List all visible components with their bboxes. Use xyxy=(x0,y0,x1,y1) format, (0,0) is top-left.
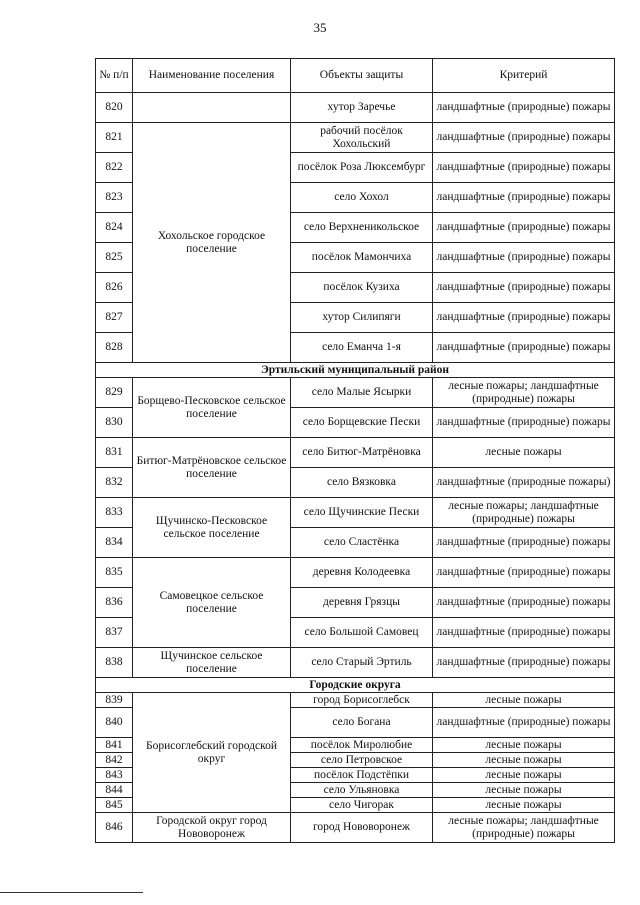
row-number: 820 xyxy=(96,93,133,123)
criterion: ландшафтные (природные) пожары xyxy=(433,408,615,438)
protected-object: село Чигорак xyxy=(291,798,433,813)
table-row xyxy=(96,693,615,708)
protected-object: село Верхненикольское xyxy=(291,213,433,243)
criterion: ландшафтные (природные) пожары xyxy=(433,618,615,648)
protected-object: посёлок Мамончиха xyxy=(291,243,433,273)
protected-object: село Петровское xyxy=(291,753,433,768)
row-number: 844 xyxy=(96,783,133,798)
protected-object: рабочий посёлок Хохольский xyxy=(291,123,433,153)
settlements-table xyxy=(95,58,615,843)
protected-object: посёлок Кузиха xyxy=(291,273,433,303)
section-title-ertil: Эртильский муниципальный район xyxy=(96,363,615,378)
criterion: ландшафтные (природные) пожары xyxy=(433,648,615,678)
row-number: 835 xyxy=(96,558,133,588)
table-row xyxy=(96,813,615,843)
criterion: ландшафтные (природные) пожары xyxy=(433,588,615,618)
protected-object: село Богана xyxy=(291,708,433,738)
criterion: ландшафтные (природные) пожары xyxy=(433,273,615,303)
protected-object: село Щучинские Пески xyxy=(291,498,433,528)
page-number: 35 xyxy=(313,20,327,35)
criterion: ландшафтные (природные) пожары xyxy=(433,153,615,183)
header-settlement: Наименование поселения xyxy=(133,59,291,93)
table-header-row xyxy=(96,59,615,93)
criterion: ландшафтные (природные пожары) xyxy=(433,468,615,498)
row-number: 843 xyxy=(96,768,133,783)
protected-object: село Сластёнка xyxy=(291,528,433,558)
row-number: 824 xyxy=(96,213,133,243)
criterion: ландшафтные (природные) пожары xyxy=(433,333,615,363)
header-num: № п/п xyxy=(96,59,133,93)
row-number: 842 xyxy=(96,753,133,768)
criterion: лесные пожары; ландшафтные (природные) пожары xyxy=(433,498,615,528)
row-number: 830 xyxy=(96,408,133,438)
criterion: ландшафтные (природные) пожары xyxy=(433,303,615,333)
section-row xyxy=(96,363,615,378)
row-number: 837 xyxy=(96,618,133,648)
protected-object: посёлок Подстёпки xyxy=(291,768,433,783)
settlement-name: Городской округ город Нововоронеж xyxy=(133,813,291,843)
row-number: 834 xyxy=(96,528,133,558)
protected-object: село Ульяновка xyxy=(291,783,433,798)
protected-object: село Вязковка xyxy=(291,468,433,498)
criterion: лесные пожары; ландшафтные (природные) пожары xyxy=(433,378,615,408)
row-number: 833 xyxy=(96,498,133,528)
protected-object: деревня Колодеевка xyxy=(291,558,433,588)
criterion: лесные пожары xyxy=(433,753,615,768)
criterion: лесные пожары xyxy=(433,738,615,753)
settlement-name: Борщево-Песковское сельское поселение xyxy=(133,378,291,438)
criterion: ландшафтные (природные) пожары xyxy=(433,558,615,588)
protected-object: посёлок Роза Люксембург xyxy=(291,153,433,183)
criterion: лесные пожары xyxy=(433,768,615,783)
settlement-name: Щучинско-Песковское сельское поселение xyxy=(133,498,291,558)
header-objects: Объекты защиты xyxy=(291,59,433,93)
settlement-name: Борисоглебский городской округ xyxy=(133,693,291,813)
settlement-name: Битюг-Матрёновское сельское поселение xyxy=(133,438,291,498)
header-criterion: Критерий xyxy=(433,59,615,93)
protected-object: город Нововоронеж xyxy=(291,813,433,843)
table-row xyxy=(96,498,615,528)
criterion: лесные пожары xyxy=(433,438,615,468)
settlement-name: Щучинское сельское поселение xyxy=(133,648,291,678)
criterion: ландшафтные (природные) пожары xyxy=(433,708,615,738)
row-number: 840 xyxy=(96,708,133,738)
protected-object: деревня Грязцы xyxy=(291,588,433,618)
row-number: 831 xyxy=(96,438,133,468)
protected-object: село Большой Самовец xyxy=(291,618,433,648)
criterion: ландшафтные (природные) пожары xyxy=(433,93,615,123)
row-number: 829 xyxy=(96,378,133,408)
settlement-name: Хохольское городское поселение xyxy=(133,123,291,363)
row-number: 823 xyxy=(96,183,133,213)
table-row xyxy=(96,123,615,153)
table-row xyxy=(96,648,615,678)
protected-object: село Хохол xyxy=(291,183,433,213)
protected-object: село Старый Эртиль xyxy=(291,648,433,678)
settlement-name: Самовецкое сельское поселение xyxy=(133,558,291,648)
row-number: 822 xyxy=(96,153,133,183)
protected-object: город Борисоглебск xyxy=(291,693,433,708)
row-number: 821 xyxy=(96,123,133,153)
criterion: ландшафтные (природные) пожары xyxy=(433,243,615,273)
protected-object: хутор Силипяги xyxy=(291,303,433,333)
protected-object: село Малые Ясырки xyxy=(291,378,433,408)
criterion: лесные пожары xyxy=(433,798,615,813)
section-row xyxy=(96,678,615,693)
footnote-divider xyxy=(0,892,143,893)
row-number: 825 xyxy=(96,243,133,273)
criterion: лесные пожары xyxy=(433,693,615,708)
table-row xyxy=(96,438,615,468)
criterion: лесные пожары; ландшафтные (природные) пожары xyxy=(433,813,615,843)
criterion: ландшафтные (природные) пожары xyxy=(433,528,615,558)
row-number: 836 xyxy=(96,588,133,618)
protected-object: село Еманча 1-я xyxy=(291,333,433,363)
row-number: 845 xyxy=(96,798,133,813)
row-number: 846 xyxy=(96,813,133,843)
row-number: 838 xyxy=(96,648,133,678)
row-number: 827 xyxy=(96,303,133,333)
criterion: ландшафтные (природные) пожары xyxy=(433,183,615,213)
section-title-urban: Городские округа xyxy=(96,678,615,693)
table-row xyxy=(96,558,615,588)
row-number: 832 xyxy=(96,468,133,498)
protected-object: село Борщевские Пески xyxy=(291,408,433,438)
criterion: ландшафтные (природные) пожары xyxy=(433,213,615,243)
row-number: 839 xyxy=(96,693,133,708)
table-row xyxy=(96,378,615,408)
row-number: 841 xyxy=(96,738,133,753)
protected-object: село Битюг-Матрёновка xyxy=(291,438,433,468)
criterion: ландшафтные (природные) пожары xyxy=(433,123,615,153)
table-row xyxy=(96,93,615,123)
protected-object: посёлок Миролюбие xyxy=(291,738,433,753)
row-number: 828 xyxy=(96,333,133,363)
criterion: лесные пожары xyxy=(433,783,615,798)
protected-object: хутор Заречье xyxy=(291,93,433,123)
row-number: 826 xyxy=(96,273,133,303)
settlement-name xyxy=(133,93,291,123)
